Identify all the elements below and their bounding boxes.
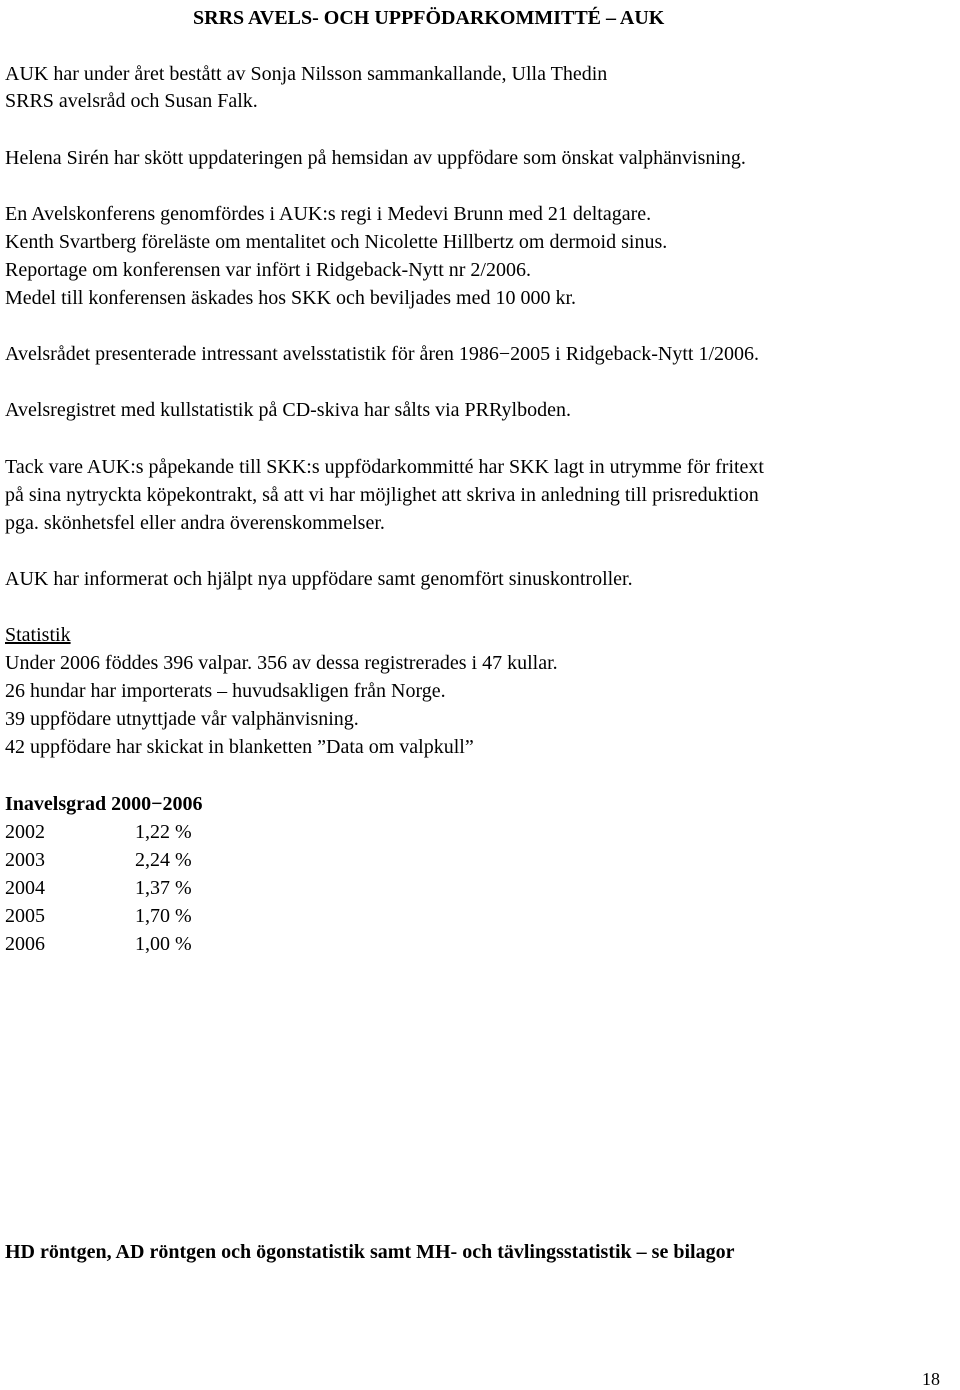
inavelsgrad-value: 2,24 % [135, 849, 192, 871]
paragraph-website: Helena Sirén har skött uppdateringen på hemsidan av uppfödare som önskat valphänvisning. [5, 147, 746, 169]
inavelsgrad-value: 1,22 % [135, 821, 192, 843]
statistik-line-4: 42 uppfödare har skickat in blanketten ”Data om valpkull” [5, 736, 474, 758]
statistik-line-1: Under 2006 föddes 396 valpar. 356 av dessa registrerades i 47 kullar. [5, 652, 558, 674]
paragraph-conference-line-2: Kenth Svartberg föreläste om mentalitet och Nicolette Hillbertz om dermoid sinus. [5, 231, 668, 253]
paragraph-members-line-2: SRRS avelsråd och Susan Falk. [5, 90, 258, 112]
inavelsgrad-year: 2006 [5, 933, 45, 955]
inavelsgrad-heading: Inavelsgrad 2000−2006 [5, 793, 203, 815]
paragraph-contract-line-3: pga. skönhetsfel eller andra överenskommelser. [5, 512, 385, 534]
paragraph-conference-line-4: Medel till konferensen äskades hos SKK och beviljades med 10 000 kr. [5, 287, 576, 309]
inavelsgrad-year: 2003 [5, 849, 45, 871]
statistik-line-3: 39 uppfödare utnyttjade vår valphänvisning. [5, 708, 359, 730]
page-number: 18 [922, 1369, 940, 1389]
inavelsgrad-year: 2004 [5, 877, 45, 899]
paragraph-contract-line-2: på sina nytryckta köpekontrakt, så att vi har möjlighet att skriva in anledning till prisreduktion [5, 484, 759, 506]
paragraph-conference-line-1: En Avelskonferens genomfördes i AUK:s regi i Medevi Brunn med 21 deltagare. [5, 203, 652, 225]
paragraph-conference-line-3: Reportage om konferensen var infört i Ridgeback-Nytt nr 2/2006. [5, 259, 531, 281]
paragraph-informed: AUK har informerat och hjälpt nya uppfödare samt genomfört sinuskontroller. [5, 568, 633, 590]
attachments-note: HD röntgen, AD röntgen och ögonstatistik samt MH- och tävlingsstatistik – se bilagor [5, 1241, 735, 1263]
page-title: SRRS AVELS- OCH UPPFÖDARKOMMITTÉ – AUK [193, 7, 665, 29]
statistik-heading: Statistik [5, 624, 71, 646]
inavelsgrad-value: 1,37 % [135, 877, 192, 899]
inavelsgrad-year: 2005 [5, 905, 45, 927]
paragraph-registry: Avelsregistret med kullstatistik på CD-skiva har sålts via PRRylboden. [5, 399, 571, 421]
inavelsgrad-value: 1,00 % [135, 933, 192, 955]
paragraph-contract-line-1: Tack vare AUK:s påpekande till SKK:s uppfödarkommitté har SKK lagt in utrymme för fritext [5, 456, 764, 478]
paragraph-statistics-presented: Avelsrådet presenterade intressant avelsstatistik för åren 1986−2005 i Ridgeback-Nytt 1/2006. [5, 343, 760, 365]
statistik-line-2: 26 hundar har importerats – huvudsakligen från Norge. [5, 680, 446, 702]
inavelsgrad-value: 1,70 % [135, 905, 192, 927]
inavelsgrad-year: 2002 [5, 821, 45, 843]
paragraph-members-line-1: AUK har under året bestått av Sonja Nilsson sammankallande, Ulla Thedin [5, 63, 608, 85]
